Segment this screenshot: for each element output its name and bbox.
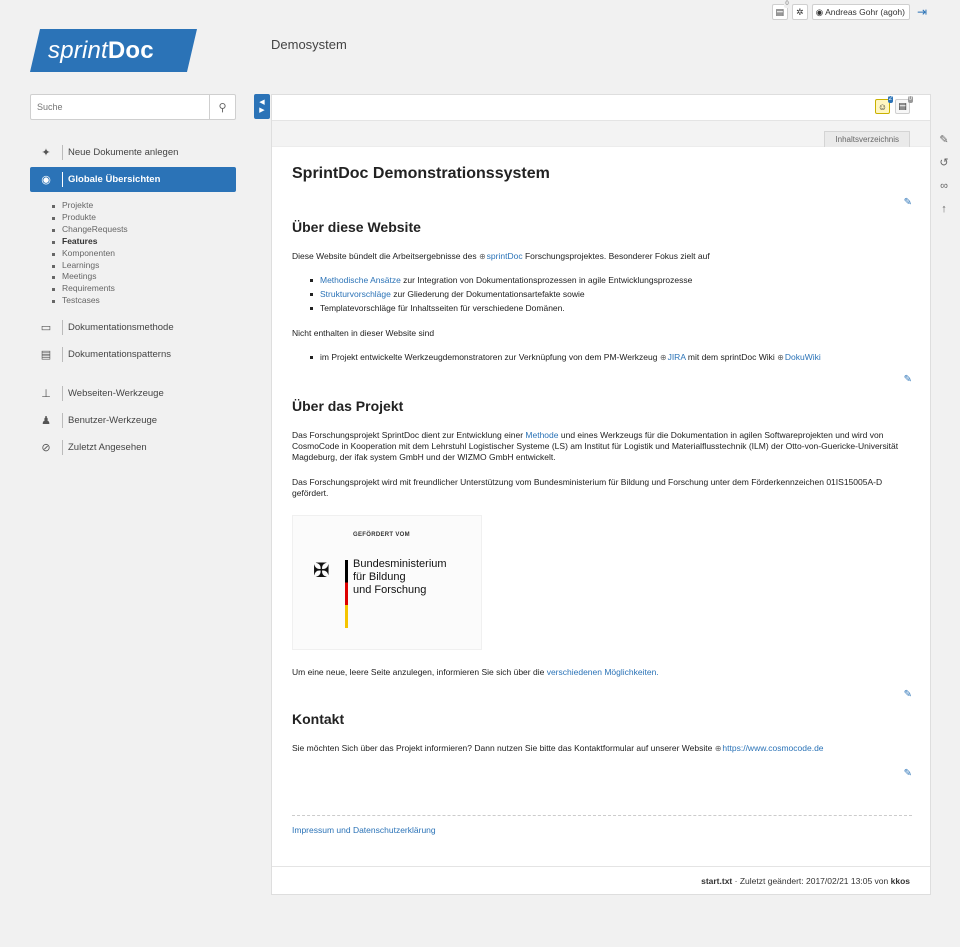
sidebar-item-label: Neue Dokumente anlegen xyxy=(68,147,179,158)
link-impressum[interactable]: Impressum und Datenschutzerklärung xyxy=(292,825,436,835)
edit-section-icon[interactable]: ✎ xyxy=(903,689,912,700)
user-profile-button[interactable] xyxy=(812,4,910,20)
feedback-button[interactable]: ☺ 2 xyxy=(875,99,890,114)
link-cosmocode[interactable]: https://www.cosmocode.de xyxy=(722,743,824,753)
subnav-item-projekte[interactable]: Projekte xyxy=(52,200,236,212)
overview-subnav xyxy=(30,200,236,307)
sidebar-item-label: Dokumentationspatterns xyxy=(68,349,171,361)
sidebar-item-web-tools[interactable] xyxy=(30,381,236,406)
backlinks-button[interactable] xyxy=(936,174,952,197)
globe-icon: ⊕ xyxy=(777,353,784,362)
arrow-right-icon: ▶ xyxy=(259,106,265,114)
focus-list xyxy=(292,273,692,315)
list-item: Strukturvorschläge zur Gliederung der Dokumentationsartefakte sowie xyxy=(310,287,692,301)
globe-icon: ⊕ xyxy=(659,353,667,362)
doc-changed: · Zuletzt geändert: 2017/02/21 13:05 von xyxy=(734,876,889,886)
link-sprintdoc[interactable]: sprintDoc xyxy=(486,251,523,261)
clipboard-icon: ▤ xyxy=(775,6,784,17)
paragraph-not-included: Nicht enthalten in dieser Website sind xyxy=(292,328,435,338)
subnav-item-meetings[interactable]: Meetings xyxy=(52,271,236,283)
sidebar-toggle-button[interactable] xyxy=(254,94,270,119)
sidebar-item-documentation-patterns[interactable] xyxy=(30,342,236,367)
search-box xyxy=(30,94,236,120)
bmbf-logo-image xyxy=(292,515,482,650)
arrow-up-icon: ↑ xyxy=(941,202,947,215)
doc-list-button[interactable] xyxy=(772,1,789,20)
subnav-item-produkte[interactable]: Produkte xyxy=(52,212,236,224)
globe-icon: ⊕ xyxy=(478,252,486,261)
paragraph-new-page: Um eine neue, leere Seite anzulegen, informieren Sie sich über die verschiedenen Möglichkeiten. xyxy=(292,667,659,677)
list-item: Methodische Ansätze zur Integration von Dokumentationsprozessen in agile Entwicklungsprozesse xyxy=(310,273,692,287)
subnav-item-features[interactable]: Features xyxy=(52,236,236,248)
search-icon: ⚲ xyxy=(218,101,227,114)
clipboard-icon: ▤ xyxy=(898,101,907,111)
sidebar-item-user-tools[interactable] xyxy=(30,408,236,433)
book-icon: ▭ xyxy=(40,322,52,335)
paragraph-intro: Diese Website bündelt die Arbeitsergebnisse des ⊕sprintDoc Forschungsprojektes. Besonderer Fokus zielt auf xyxy=(292,251,710,261)
open-book-icon: ▤ xyxy=(40,349,52,362)
search-button[interactable] xyxy=(209,95,235,119)
eagle-icon: ✠ xyxy=(313,560,330,582)
smiley-icon: ☺ xyxy=(877,101,888,112)
sparkle-icon: ✦ xyxy=(41,147,51,159)
sidebar-item-new-documents[interactable] xyxy=(30,140,236,165)
doc-count-badge: 0 xyxy=(785,1,789,7)
edit-section-icon[interactable]: ✎ xyxy=(903,768,912,779)
search-input[interactable] xyxy=(31,95,209,119)
pencil-icon: ✎ xyxy=(939,134,949,146)
compass-icon: ⊘ xyxy=(41,442,51,455)
list-item: Templatevorschläge für Inhaltsseiten für verschiedene Domänen. xyxy=(310,301,692,315)
content-panel xyxy=(271,94,931,895)
sidebar-item-label: Webseiten-Werkzeuge xyxy=(68,388,164,400)
link-icon: ∞ xyxy=(940,179,948,192)
list-item: im Projekt entwickelte Werkzeugdemonstratoren zur Verknüpfung von dem PM-Werkzeug ⊕JIRA mit dem sprintDoc Wiki ⊕DokuWiki xyxy=(310,350,821,365)
sidebar-item-label: Zuletzt Angesehen xyxy=(68,442,147,454)
back-to-top-button[interactable] xyxy=(936,197,952,220)
doc-filename: start.txt xyxy=(701,876,733,886)
page-tools xyxy=(936,128,952,220)
edit-section-icon[interactable]: ✎ xyxy=(903,374,912,385)
paragraph-funding: Das Forschungsprojekt wird mit freundlicher Unterstützung vom Bundesministerium für Bildung und Forschung unter dem Förderkennzeichen 01IS15005A-D gefördert. xyxy=(292,477,883,498)
link-methode[interactable]: Methode xyxy=(525,430,559,440)
heading-about-project: Über das Projekt xyxy=(292,398,404,414)
edit-page-button[interactable] xyxy=(936,128,952,151)
sitemap-icon: ⊥ xyxy=(41,388,51,401)
german-flag-bar xyxy=(345,560,348,628)
logo-text: sprintDoc xyxy=(48,37,154,64)
link-dokuwiki[interactable]: DokuWiki xyxy=(784,352,821,362)
eye-icon: ◉ xyxy=(41,174,51,186)
subnav-item-requirements[interactable]: Requirements xyxy=(52,283,236,295)
user-toolbar xyxy=(772,1,930,20)
sidebar-item-recently-viewed[interactable] xyxy=(30,435,236,460)
paragraph-project: Das Forschungsprojekt SprintDoc dient zur Entwicklung einer Methode und eines Werkzeugs für die Dokumentation in agilen Softwareprojekten und wird von CosmoCode in Kooperation mit dem Lehrstuhl Logistischer Systeme (LS) am Institut für Logistik und Materialflusstechnik (ILM) der Otto-von-Guericke-Universität Magdeburg, der ifak system GmbH und der WIZMO GmbH entwickelt. xyxy=(292,430,899,462)
doc-info-bar xyxy=(272,866,930,894)
heading-about-website: Über diese Website xyxy=(292,219,421,235)
toc-button[interactable]: Inhaltsverzeichnis xyxy=(824,131,910,147)
link-moeglichkeiten[interactable]: verschiedenen Möglichkeiten. xyxy=(546,667,659,677)
panel-header xyxy=(272,95,930,121)
settings-button[interactable] xyxy=(792,4,808,20)
arrow-left-icon: ◀ xyxy=(259,98,265,106)
revisions-button[interactable] xyxy=(936,151,952,174)
link-strukturvorschlaege[interactable]: Strukturvorschläge xyxy=(320,289,391,299)
heading-contact: Kontakt xyxy=(292,711,345,727)
doc-info xyxy=(701,876,910,886)
user-icon: ♟ xyxy=(41,415,51,428)
sidebar-item-global-overviews[interactable] xyxy=(30,167,236,192)
clipboard-button[interactable]: ▤ 0 xyxy=(895,99,910,114)
subnav-item-komponenten[interactable]: Komponenten xyxy=(52,248,236,260)
edit-section-icon[interactable]: ✎ xyxy=(903,197,912,208)
user-name: Andreas Gohr (agoh) xyxy=(825,7,905,17)
sidebar-item-label: Globale Übersichten xyxy=(68,174,161,185)
subnav-item-testcases[interactable]: Testcases xyxy=(52,295,236,307)
gear-icon: ✲ xyxy=(795,6,804,17)
globe-icon: ⊕ xyxy=(714,744,722,753)
logout-button[interactable] xyxy=(914,4,930,20)
subnav-item-learnings[interactable]: Learnings xyxy=(52,260,236,272)
sidebar-item-label: Dokumentationsmethode xyxy=(68,322,174,334)
paragraph-contact: Sie möchten Sich über das Projekt informieren? Dann nutzen Sie bitte das Kontaktformular auf unserer Website ⊕https://www.cosmocode.de xyxy=(292,743,824,753)
divider xyxy=(292,815,912,816)
paragraph-footer-link xyxy=(292,825,436,836)
bmbf-caption: GEFÖRDERT VOM xyxy=(353,532,410,538)
link-methodische-ansaetze[interactable]: Methodische Ansätze xyxy=(320,275,401,285)
toc-bar xyxy=(272,121,930,147)
subnav-item-changerequests[interactable]: ChangeRequests xyxy=(52,224,236,236)
history-icon: ↺ xyxy=(939,157,949,169)
sidebar-item-documentation-method[interactable] xyxy=(30,315,236,340)
doc-author: kkos xyxy=(890,876,910,886)
sidebar-item-label: Benutzer-Werkzeuge xyxy=(68,415,158,427)
logout-icon: ⇥ xyxy=(916,5,928,19)
page-title: SprintDoc Demonstrationssystem xyxy=(292,165,550,182)
site-title[interactable]: Demosystem xyxy=(271,37,347,52)
logo[interactable] xyxy=(30,29,197,72)
bmbf-name: Bundesministerium für Bildung und Forschung xyxy=(353,558,447,596)
sidebar xyxy=(30,94,236,460)
user-icon: ◉ xyxy=(815,6,824,17)
link-jira[interactable]: JIRA xyxy=(667,352,686,362)
not-included-list xyxy=(292,350,821,365)
